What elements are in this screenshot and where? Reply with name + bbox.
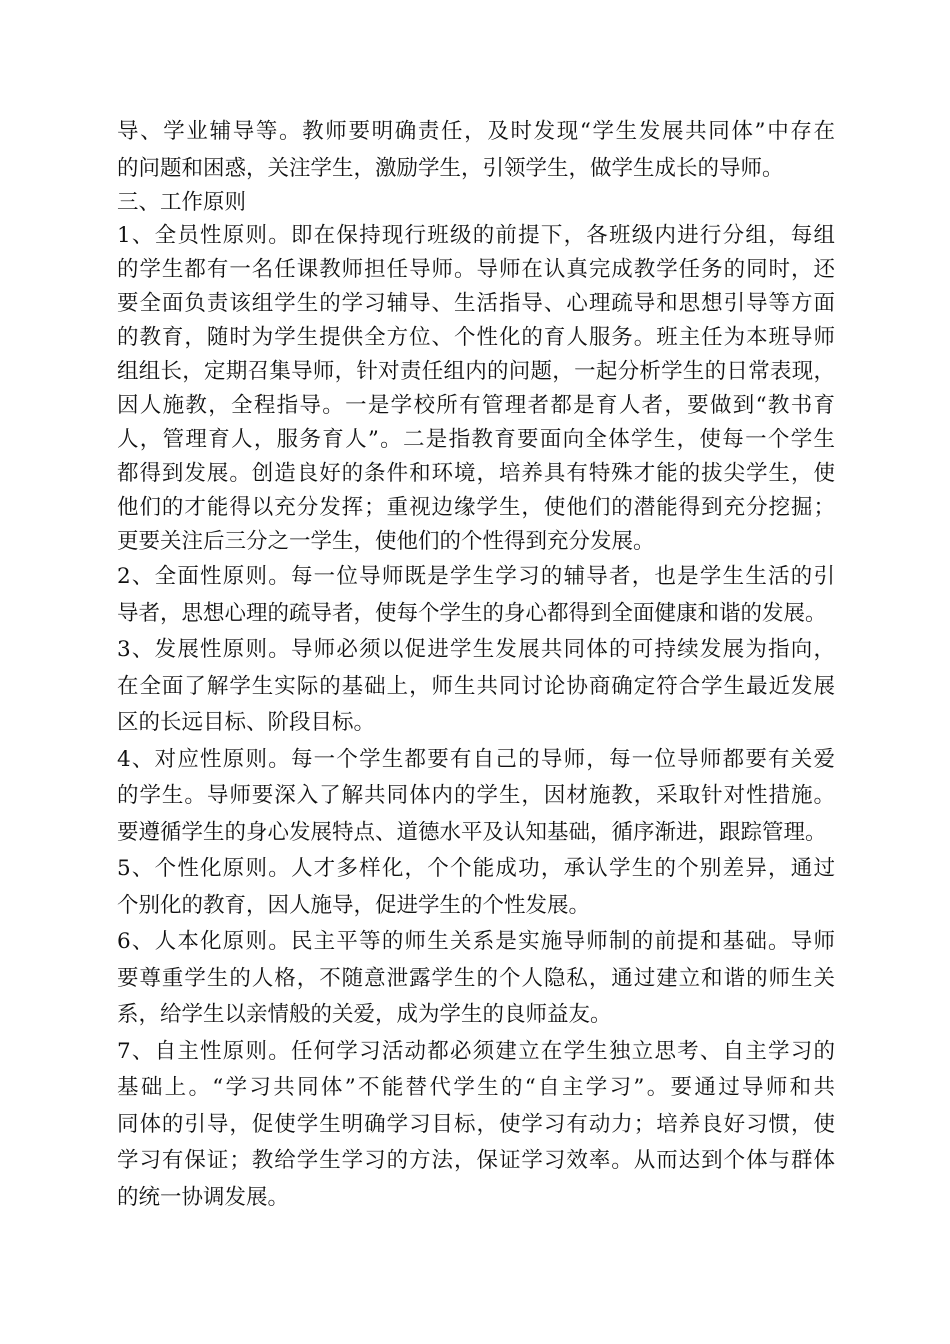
- text-line: 学习有保证；教给学生学习的方法，保证学习效率。从而达到个体与群体: [117, 1148, 835, 1173]
- text-line: 要遵循学生的身心发展特点、道德水平及认知基础，循序渐进，跟踪管理。: [117, 819, 827, 845]
- text-line: 导、学业辅导等。教师要明确责任，及时发现“学生发展共同体”中存在: [117, 119, 835, 144]
- text-line: 导者，思想心理的疏导者，使每个学生的身心都得到全面健康和谐的发展。: [117, 600, 827, 626]
- text-line: 要尊重学生的人格，不随意泄露学生的个人隐私，通过建立和谐的师生关: [117, 965, 835, 991]
- paragraph-principle-6: [117, 924, 835, 1034]
- text-line: 7、自主性原则。任何学习活动都必须建立在学生独立思考、自主学习的: [117, 1038, 835, 1064]
- text-line: 个别化的教育，因人施导，促进学生的个性发展。: [117, 892, 591, 918]
- paragraph-principle-2: [117, 559, 835, 632]
- text-line: 系，给学生以亲情般的关爱，成为学生的良师益友。: [117, 1002, 612, 1027]
- text-line: 的问题和困惑，关注学生，激励学生，引领学生，做学生成长的导师。: [117, 155, 784, 181]
- text-line: 的统一协调发展。: [117, 1184, 290, 1210]
- text-line: 要全面负责该组学生的学习辅导、生活指导、心理疏导和思想引导等方面: [117, 291, 835, 316]
- text-line: 他们的才能得以充分发挥；重视边缘学生，使他们的潜能得到充分挖掘；: [117, 495, 835, 520]
- text-line: 3、发展性原则。导师必须以促进学生发展共同体的可持续发展为指向，: [117, 637, 835, 662]
- paragraph-principle-4: [117, 742, 835, 852]
- paragraph-intro-continued: [117, 114, 835, 187]
- text-line: 同体的引导，促使学生明确学习目标，使学习有动力；培养良好习惯，使: [117, 1111, 835, 1137]
- text-line: 6、人本化原则。民主平等的师生关系是实施导师制的前提和基础。导师: [117, 929, 835, 954]
- paragraph-principle-5: [117, 851, 835, 924]
- text-line: 因人施教，全程指导。一是学校所有管理者都是育人者，要做到“教书育: [117, 393, 835, 418]
- text-line: 2、全面性原则。每一位导师既是学生学习的辅导者，也是学生生活的引: [117, 564, 835, 589]
- text-line: 基础上。“学习共同体”不能替代学生的“自主学习”。要通过导师和共: [117, 1075, 835, 1100]
- text-line: 更要关注后三分之一学生，使他们的个性得到充分发展。: [117, 529, 655, 554]
- paragraph-principle-7: [117, 1034, 835, 1217]
- text-line: 的教育，随时为学生提供全方位、个性化的育人服务。班主任为本班导师: [117, 325, 835, 350]
- text-line: 的学生。导师要深入了解共同体内的学生，因材施教，采取针对性措施。: [117, 783, 835, 808]
- text-line: 的学生都有一名任课教师担任导师。导师在认真完成教学任务的同时，还: [117, 257, 835, 282]
- paragraph-principle-3: [117, 632, 835, 742]
- paragraph-principle-1: [117, 219, 835, 559]
- text-line: 5、个性化原则。人才多样化，个个能成功，承认学生的个别差异，通过: [117, 856, 835, 881]
- text-line: 人，管理育人，服务育人”。二是指教育要面向全体学生，使每一个学生: [117, 427, 835, 452]
- section-title: 三、工作原则: [117, 190, 247, 215]
- text-line: 都得到发展。创造良好的条件和环境，培养具有特殊才能的拔尖学生，使: [117, 461, 835, 486]
- section-heading: [117, 187, 835, 219]
- text-line: 区的长远目标、阶段目标。: [117, 710, 376, 735]
- text-line: 组组长，定期召集导师，针对责任组内的问题，一起分析学生的日常表现，: [117, 359, 835, 384]
- text-line: 4、对应性原则。每一个学生都要有自己的导师，每一位导师都要有关爱: [117, 746, 835, 772]
- document-body: [117, 114, 835, 1216]
- text-line: 1、全员性原则。即在保持现行班级的前提下，各班级内进行分组，每组: [117, 223, 835, 248]
- text-line: 在全面了解学生实际的基础上，师生共同讨论协商确定符合学生最近发展: [117, 673, 835, 699]
